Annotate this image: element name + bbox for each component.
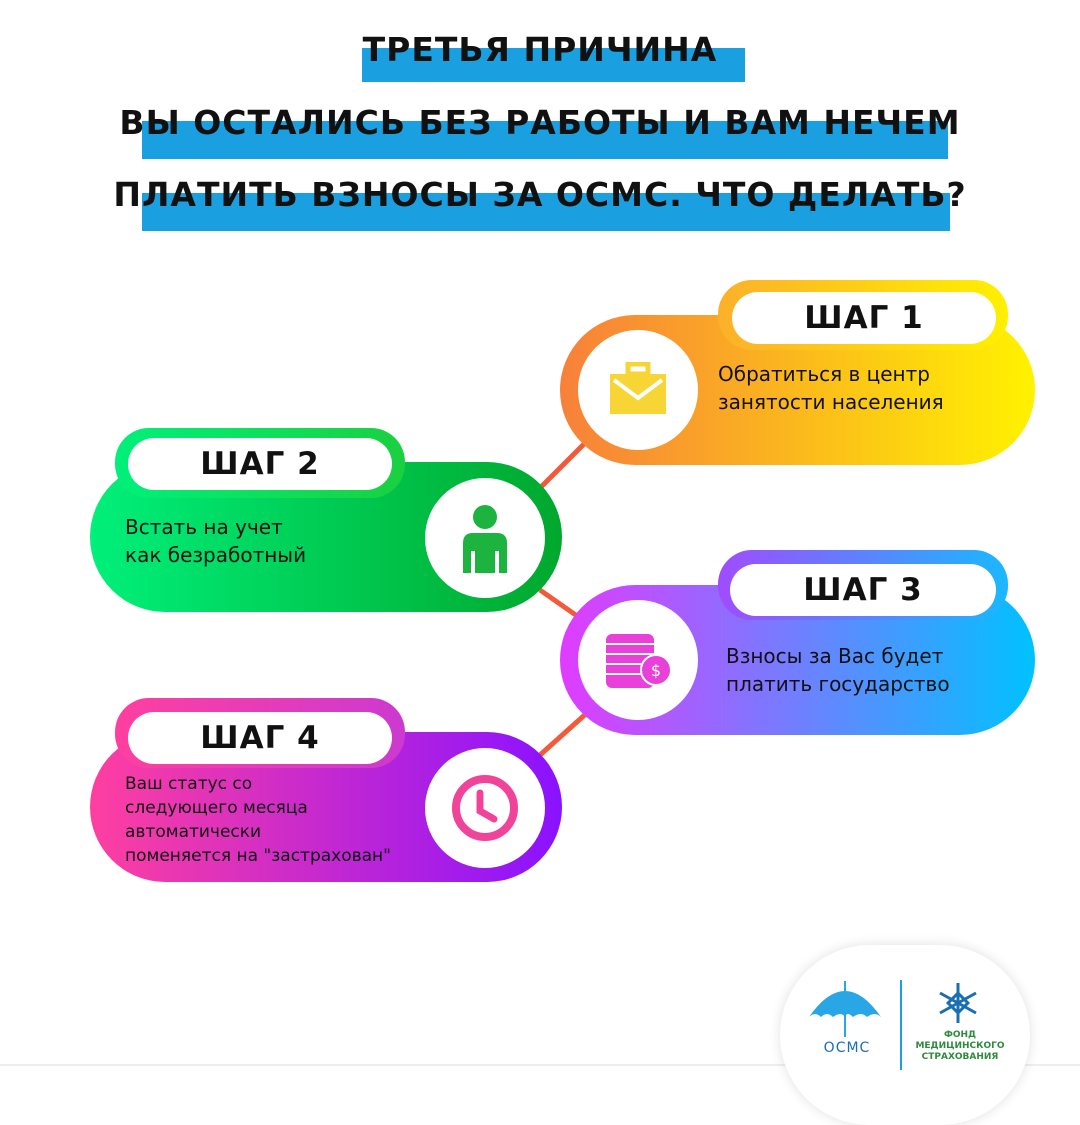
osms-logo-text: ОСМС [823,1040,871,1056]
step2-text: Встать на учет как безработный [125,515,307,567]
title-line-2: ВЫ ОСТАЛИСЬ БЕЗ РАБОТЫ И ВАМ НЕЧЕМ [119,103,961,142]
step3-text: Взносы за Вас будет платить государство [726,644,950,696]
step3-icon-circle [578,600,698,720]
step1-text: Обратиться в центр занятости населения [718,362,944,414]
step1-label: ШАГ 1 [732,292,996,344]
title-line-3: ПЛАТИТЬ ВЗНОСЫ ЗА ОСМС. ЧТО ДЕЛАТЬ? [113,175,967,214]
clock-icon [450,773,520,843]
step1-icon-circle [578,330,698,450]
snowflake-logo-icon [935,980,981,1026]
step4-icon-circle [425,748,545,868]
title-line-1: ТРЕТЬЯ ПРИЧИНА [362,30,718,69]
logo-divider [900,980,902,1070]
fund-logo-text: ФОНД МЕДИЦИНСКОГО СТРАХОВАНИЯ [915,1030,1005,1062]
umbrella-logo-icon [805,975,885,1045]
coins-icon [602,628,674,692]
briefcase-icon [606,362,670,418]
person-icon [457,503,513,573]
svg-text:$: $ [650,661,662,680]
step4-text: Ваш статус со следующего месяца автоматически поменяется на "застрахован" [125,774,391,866]
step4-label: ШАГ 4 [128,712,392,764]
step3-label: ШАГ 3 [730,564,996,616]
step2-icon-circle [425,478,545,598]
step2-label: ШАГ 2 [128,438,392,490]
